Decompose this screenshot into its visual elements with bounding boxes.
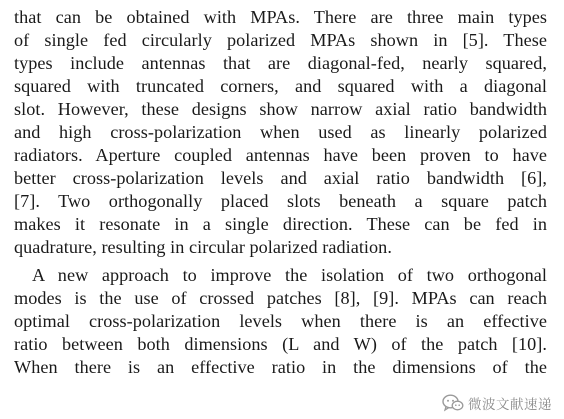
text-line: squared with truncated corners, and squared with a diagonal	[14, 76, 547, 96]
text-line: ratio between both dimensions (L and W) of the patch [10].	[14, 334, 547, 354]
wechat-icon	[442, 394, 464, 412]
text-line: A new approach to improve the isolation of two orthogonal	[32, 265, 547, 285]
text-line: modes is the use of crossed patches [8], [9]. MPAs can reach	[14, 288, 547, 308]
watermark	[440, 391, 556, 415]
text-line: better cross-polarization levels and axial ratio bandwidth [6],	[14, 168, 547, 188]
watermark-text: 微波文献速递	[468, 397, 552, 413]
text-line: and high cross-polarization when used as linearly polarized	[14, 122, 547, 142]
text-line: [7]. Two orthogonally placed slots beneath a square patch	[14, 191, 547, 211]
text-line: that can be obtained with MPAs. There are three main types	[14, 7, 547, 27]
text-line: types include antennas that are diagonal-fed, nearly squared,	[14, 53, 547, 73]
text-line: radiators. Aperture coupled antennas have been proven to have	[14, 145, 547, 165]
text-line: optimal cross-polarization levels when there is an effective	[14, 311, 547, 331]
text-line: of single fed circularly polarized MPAs shown in [5]. These	[14, 30, 547, 50]
text-line: slot. However, these designs show narrow axial ratio bandwidth	[14, 99, 547, 119]
text-line: When there is an effective ratio in the dimensions of the	[14, 357, 547, 377]
text-line: quadrature, resulting in circular polarized radiation.	[14, 237, 392, 257]
text-line: makes it resonate in a single direction. These can be fed in	[14, 214, 547, 234]
